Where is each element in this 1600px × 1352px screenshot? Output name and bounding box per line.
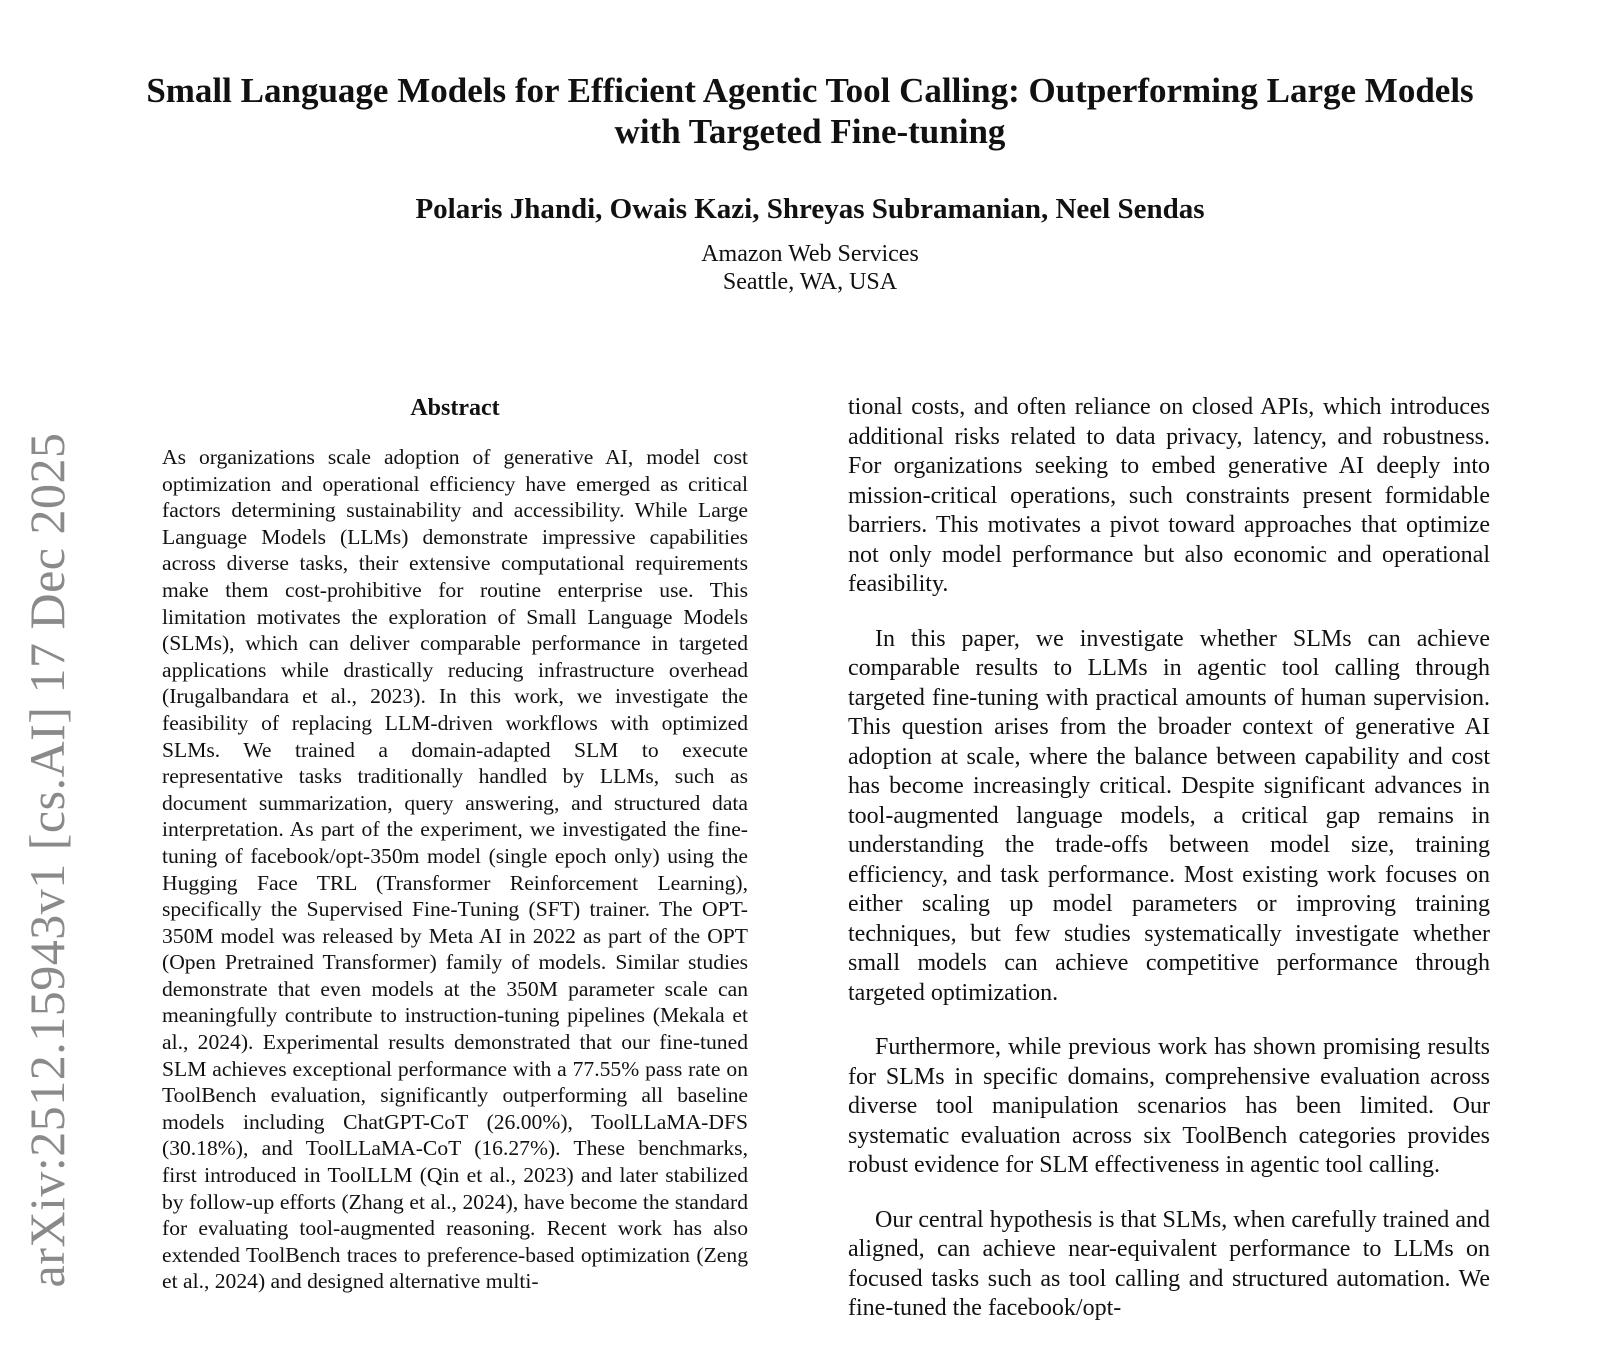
body-right-column [848, 393, 1490, 1349]
affiliation-location: Seattle, WA, USA [722, 269, 898, 295]
abstract-text: As organizations scale adoption of generative AI, model cost optimization and operational efficiency have emerged as critical factors determining sustainability and accessibility. While Large Language Models (LLMs) demonstrate impressive capabilities across diverse tasks, their extensive computational requirements make them cost-prohibitive for routine enterprise use. This limitation motivates the exploration of Small Language Models (SLMs), which can deliver comparable performance in targeted applications while drastically reducing infrastructure overhead (Irugalbandara et al., 2023). In this work, we investigate the feasibility of replacing LLM-driven workflows with optimized SLMs. We trained a domain-adapted SLM to execute representative tasks traditionally handled by LLMs, such as document summarization, query answering, and structured data interpretation. As part of the experiment, we investigated the fine-tuning of facebook/opt-350m model (single epoch only) using the Hugging Face TRL (Transformer Reinforcement Learning), specifically the Supervised Fine-Tuning (SFT) trainer. The OPT-350M model was released by Meta AI in 2022 as part of the OPT (Open Pretrained Transformer) family of models. Similar studies demonstrate that even models at the 350M parameter scale can meaningfully contribute to instruction-tuning pipelines (Mekala et al., 2024). Experimental results demonstrated that our fine-tuned SLM achieves exceptional performance with a 77.55% pass rate on ToolBench evaluation, significantly outperforming all baseline models including ChatGPT-CoT (26.00%), ToolLLaMA-DFS (30.18%), and ToolLLaMA-CoT (16.27%). These benchmarks, first introduced in ToolLLM (Qin et al., 2023) and later stabilized by follow-up efforts (Zhang et al., 2024), have become the standard for evaluating tool-augmented reasoning. Recent work has also extended ToolBench traces to preference-based optimization (Zeng et al., 2024) and designed alternative multi- [162, 445, 748, 1294]
body-paragraph: tional costs, and often reliance on closed APIs, which introduces additional risks related to data privacy, latency, and robustness. For organizations seeking to embed generative AI deeply into mission-critical operations, such constraints present formidable barriers. This motivates a pivot toward approaches that optimize not only model performance but also economic and operational feasibility. [848, 394, 1490, 597]
arxiv-identifier-stamp: arXiv:2512.15943v1 [cs.AI] 17 Dec 2025 [19, 432, 75, 1288]
author-list: Polaris Jhandi, Owais Kazi, Shreyas Subramanian, Neel Sendas [415, 193, 1205, 225]
body-paragraph: Our central hypothesis is that SLMs, when carefully trained and aligned, can achieve near-equivalent performance to LLMs on focused tasks such as tool calling and structured automation. We fine-tuned the facebook/opt- [848, 1206, 1490, 1321]
affiliation-block [130, 240, 1490, 296]
body-paragraph: In this paper, we investigate whether SLMs can achieve comparable results to LLMs in agentic tool calling through targeted fine-tuning with practical amounts of human supervision. This question arises from the broader context of generative AI adoption at scale, where the balance between capability and cost has become increasingly critical. Despite significant advances in tool-augmented language models, a critical gap remains in understanding the trade-offs between model size, training efficiency, and task performance. Most existing work focuses on either scaling up model parameters or improving training techniques, but few studies systematically investigate whether small models can achieve competitive performance through targeted optimization. [848, 625, 1490, 1006]
body-paragraph: Furthermore, while previous work has shown promising results for SLMs in specific domains, comprehensive evaluation across diverse tool manipulation scenarios has been limited. Our systematic evaluation across six ToolBench categories provides robust evidence for SLM effectiveness in agentic tool calling. [848, 1034, 1490, 1178]
abstract-heading: Abstract [410, 395, 500, 421]
affiliation-org: Amazon Web Services [701, 241, 919, 267]
paper-title: Small Language Models for Efficient Agentic Tool Calling: Outperforming Large Models with Targeted Fine-tuning [146, 71, 1474, 151]
